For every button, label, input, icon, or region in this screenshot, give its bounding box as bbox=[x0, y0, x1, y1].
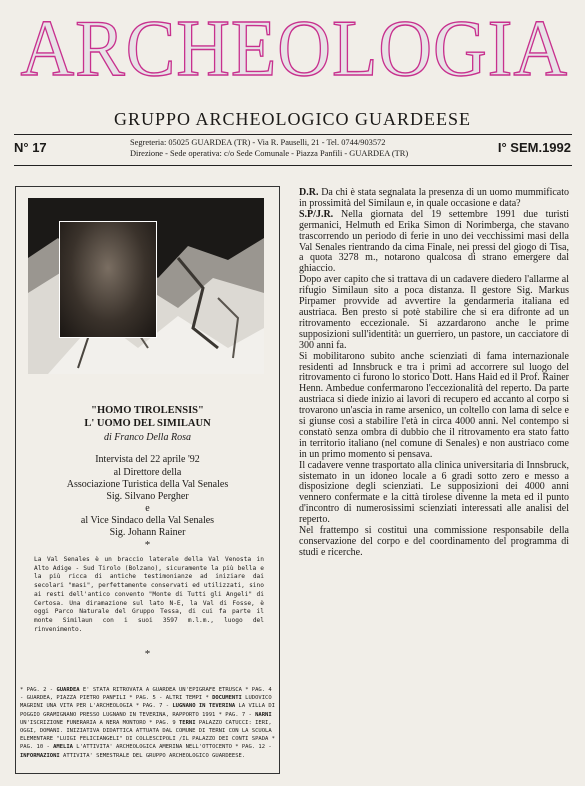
interview-line: Sig. Johann Rainer bbox=[109, 527, 186, 538]
interview-line: Sig. Silvano Pergher bbox=[106, 491, 189, 502]
toc-entry: * DOCUMENTI LUDOVICO MAGRINI UNA VITA PER L'ARCHEOLOGIA * PAG. 7 - bbox=[20, 695, 272, 710]
toc-entry: AMELIA L'ATTIVITA' ARCHEOLOGICA AMERINA NELL'OTTOCENTO * PAG. 12 - bbox=[53, 744, 272, 751]
body-paragraph: Si mobilitarono subito anche scienziati di fama internazionale residenti ad Innsbruck e tra i primi ad accorrere sul luogo del ritrovamento ci furono lo storico Dott. Hans Haid ed il Prof. Rainer Henn. Ambedue confermarono l'eccezionalità del reperto. Da parte austriaca si diede inizio ai lavori di recupero ed accanto al corpo si trovarono un'ascia in rame arsenico, un coltello con lama di selce e si giunse così a stabilire l'età in circa 4000 anni. Nel contempo si constatò senza ombra di dubbio che il ritrovamento era stato fatto in territorio italiano (nel comune di Senales) e non austriaco come in un primo momento si pensava. bbox=[299, 350, 569, 460]
interview-line: e bbox=[145, 503, 150, 514]
toc-entry: * PAG. 2 - GUARDEA E' STATA RITROVATA A GUARDEA UN'EPIGRAFE ETRUSCA * PAG. 4 - GUARDEA, PIAZZA PIETRO PANFILI * PAG. 5 - ALTRI TEMPI bbox=[20, 687, 272, 702]
address-line-1: Segreteria: 05025 GUARDEA (TR) - Via R. Pauselli, 21 - Tel. 0744/903572 bbox=[130, 138, 386, 147]
body-paragraph: Nel frattempo si costituì una commissione responsabile della conservazione del corpo e del coordinamento del programma di studi e ricerche. bbox=[299, 525, 569, 558]
interview-line: al Vice Sindaco della Val Senales bbox=[80, 515, 215, 526]
article-headline-1: "HOMO TIROLENSIS" bbox=[91, 405, 204, 416]
interview-line: al Direttore della bbox=[113, 467, 182, 478]
header-rule-top bbox=[14, 134, 572, 135]
article-author: di Franco Della Rosa bbox=[104, 432, 191, 443]
article-headline-2: L' UOMO DEL SIMILAUN bbox=[84, 418, 211, 429]
interview-line: Associazione Turistica della Val Senales bbox=[66, 479, 229, 490]
toc-entry: TERNI PALAZZO CATUCCI: IERI, OGGI, DOMANI. INIZIATIVA DIDATTICA ATTUATA DAL COMUNE DI TERNI CON LA SCUOLA ELEMENTARE "LUIGI FELICIANGELI" DI COLLESCIPOLI /IL PALAZZO DEI CONTI SPADA * PAG. 10 - bbox=[20, 719, 275, 751]
body-paragraph: Il cadavere venne trasportato alla clinica universitaria di Innsbruck, sistemato in un idoneo locale a 6 gradi sotto zero e messo a disposizione degli scienziati. Le supposizioni dei 4000 anni vennero confermate e la città tirolese divenne la meta ed il punto d'incontro di numerosissimi scienziati interessati alle analisi del reperto. bbox=[299, 459, 569, 526]
toc-entry: INFORMAZIONI ATTIVITA' SEMESTRALE DEL GRUPPO ARCHEOLOGICO GUARDEESE. bbox=[20, 752, 246, 759]
separator-star: * bbox=[144, 648, 151, 660]
semester-label: I° SEM.1992 bbox=[497, 140, 571, 155]
separator-star: * bbox=[144, 539, 151, 551]
issue-number: N° 17 bbox=[14, 140, 47, 155]
mummy-inset-photo bbox=[59, 221, 157, 338]
interview-line: Intervista del 22 aprile '92 bbox=[95, 454, 200, 465]
toc-entry: LUGNANO IN TEVERINA LA VILLA DI POGGIO GRAMIGNANO PRESSO LUGNANO IN TEVERINA, RAPPORTO 1991 * PAG. 7 - bbox=[20, 703, 275, 718]
body-paragraph: Dopo aver capito che si trattava di un cadavere diedero l'allarme al rifugio Similaun sito a poca distanza. Il gestore Sig. Markus Pirpamer provvide ad avvertire la gendarmeria italiana ed austriaca. Ben presto si potè stabilire che si era difronte ad un ritrovamento eccezionale. Si azzardarono anche le prime supposizioni sull'identità: un guerriero, un pastore, un cacciatore di 300 anni fa. bbox=[299, 274, 569, 351]
address-line-2: Direzione - Sede operativa: c/o Sede Comunale - Piazza Panfili - GUARDEA (TR) bbox=[130, 149, 409, 158]
masthead-subtitle: GRUPPO ARCHEOLOGICO GUARDEESE bbox=[113, 109, 472, 129]
toc-entry: NARNI UN'ISCRIZIONE FUNERARIA A NERA MONTORO * PAG. 9 bbox=[20, 711, 272, 726]
interview-body bbox=[299, 188, 569, 559]
val-senales-caption: La Val Senales è un braccio laterale della Val Venosta in Alto Adige - Sud Tirolo (Bolzano), sicuramente la più bella e la più ricca di antiche testimonianze ad iniziare dai secolari "masi", perfettamente conservati ed utilizzati, sino ai resti dell'antico convento "Monte di Tutti gli Angeli" di Certosa. Una diramazione sul lato N-E, la Val di Fosse, è oggi Parco Naturale del Gruppo Tessa, di cui fa parte il monte Similaun con i suoi 3597 m.l.m., luogo del rinvenimento. bbox=[34, 556, 264, 633]
table-of-contents bbox=[20, 686, 275, 760]
header-rule-bottom bbox=[14, 165, 572, 166]
body-paragraph: D.R. Da chi è stata segnalata la presenza di un uomo mummificato in prossimità del Similaun e, in quale occasione e data? bbox=[299, 187, 569, 209]
masthead-title: ARCHEOLOGIA bbox=[20, 5, 568, 93]
body-paragraph: S.P/J.R. Nella giornata del 19 settembre 1991 due turisti germanici, Helmuth ed Erika Simon di Norimberga, che stavano trascorrendo un periodo di ferie in uno dei vecchissimi masi della Val Senales rientrando da cima Finale, nei pressi del giogo di Tisa, a quota 3278 m., notarono qualcosa di strano emergere dal ghiaccio. bbox=[299, 208, 569, 275]
